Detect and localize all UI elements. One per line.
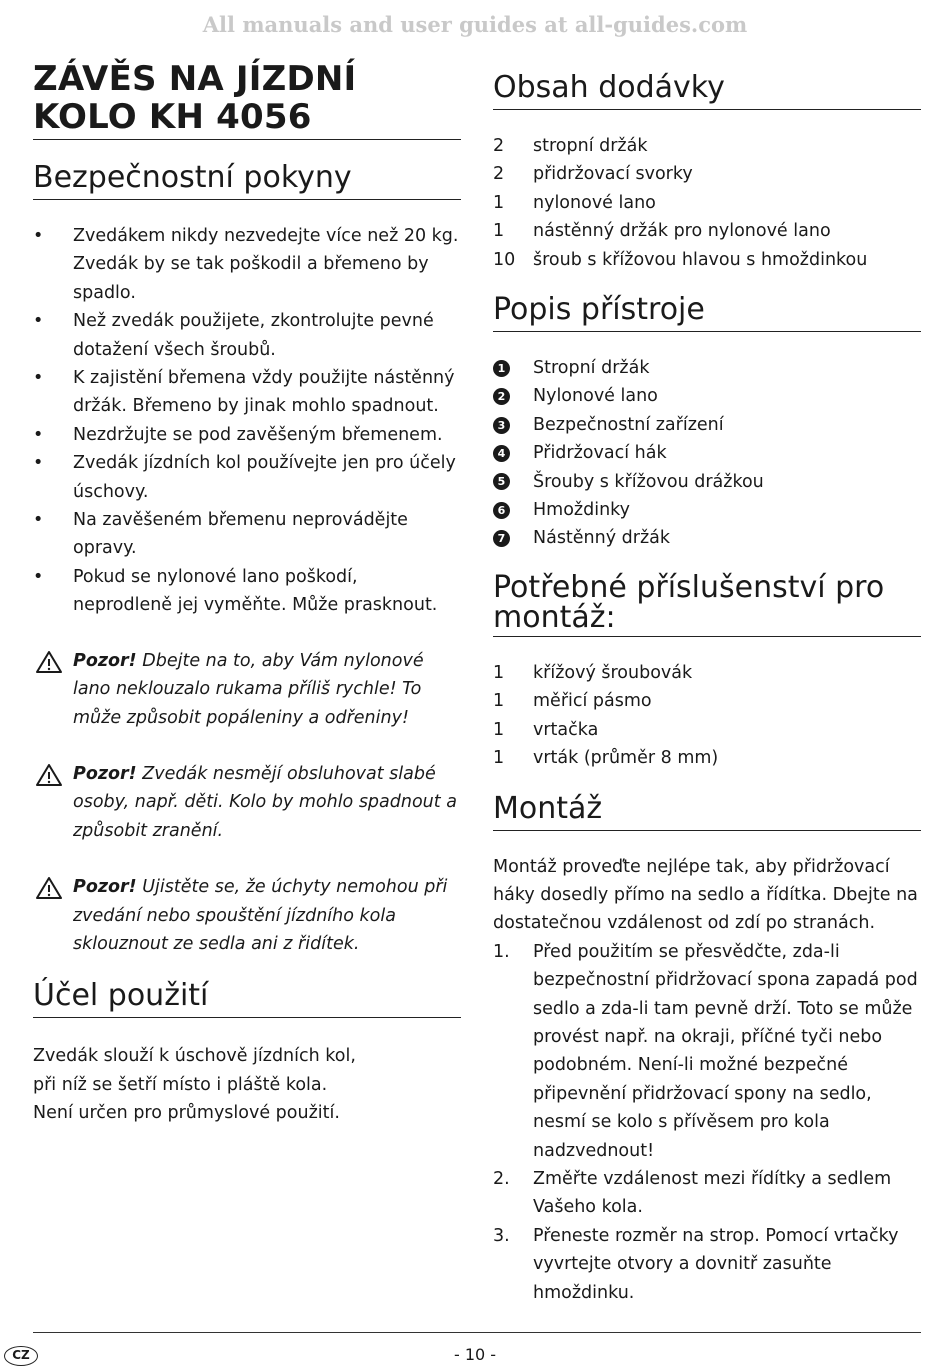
list-item bbox=[33, 307, 461, 364]
quantity: 2 bbox=[493, 136, 505, 156]
language-badge: CZ bbox=[4, 1346, 38, 1366]
warning-note bbox=[33, 760, 461, 845]
number-badge-icon: 3 bbox=[493, 411, 533, 439]
warning-label: Pozor! bbox=[73, 763, 137, 784]
item-name: stropní držák bbox=[533, 136, 648, 156]
accessories-list bbox=[493, 659, 921, 773]
list-item bbox=[493, 687, 921, 715]
list-item bbox=[493, 1222, 921, 1307]
item-name: přidržovací svorky bbox=[533, 164, 693, 185]
list-item bbox=[33, 222, 461, 307]
quantity: 10 bbox=[493, 249, 516, 270]
step-text: Před použitím se přesvědčte, zda-li bezpečnostní přidržovací spona zapadá pod sedlo a zda-li tam pevně drží. Toto se může provést např. na okraji, příčné tyči nebo podobném. Není-li možné bezpečné připevnění přidržovací spony na sedlo, nesmí se kolo s přívěsem pro kola nadzvednout! bbox=[533, 941, 918, 1161]
item-name: křížový šroubovák bbox=[533, 662, 693, 683]
safety-heading: Bezpečnostní pokyny bbox=[33, 160, 461, 200]
purpose-text bbox=[33, 1042, 461, 1127]
footer-divider bbox=[33, 1332, 921, 1333]
step-text: Změřte vzdálenost mezi řídítky a sedlem Vašeho kola. bbox=[533, 1168, 892, 1218]
purpose-heading: Účel použití bbox=[33, 978, 461, 1018]
warning-triangle-icon bbox=[35, 650, 63, 674]
quantity: 1 bbox=[493, 691, 505, 712]
quantity: 1 bbox=[493, 719, 505, 740]
list-item bbox=[33, 364, 461, 421]
list-item bbox=[493, 160, 921, 188]
item-name: Šrouby s křížovou drážkou bbox=[533, 471, 764, 492]
warning-note bbox=[33, 873, 461, 958]
item-name: měřicí pásmo bbox=[533, 691, 652, 712]
list-item bbox=[33, 563, 461, 620]
description-heading: Popis přístroje bbox=[493, 292, 921, 332]
warning-label: Pozor! bbox=[73, 877, 137, 898]
list-item bbox=[33, 506, 461, 563]
quantity: 1 bbox=[493, 221, 505, 242]
item-name: nástěnný držák pro nylonové lano bbox=[533, 221, 831, 242]
contents-list bbox=[493, 132, 921, 274]
bullet-icon: • bbox=[33, 226, 44, 246]
list-item-text: Zvedákem nikdy nezvedejte více než 20 kg. Zvedák by se tak poškodil a břemeno by spadlo. bbox=[73, 226, 459, 303]
item-name: vrták (průměr 8 mm) bbox=[533, 748, 719, 769]
assembly-intro: Montáž proveďte nejlépe tak, aby přidržovací háky dosedly přímo na sedlo a řídítka. Dbejte na dostatečnou vzdálenost od zdí po stranách. bbox=[493, 856, 918, 934]
left-column bbox=[33, 60, 461, 1128]
quantity: 2 bbox=[493, 164, 505, 185]
item-name: Stropní držák bbox=[533, 358, 650, 379]
number-badge-icon: 4 bbox=[493, 439, 533, 467]
item-name: šroub s křížovou hlavou s hmoždinkou bbox=[533, 249, 868, 270]
item-name: Přidržovací hák bbox=[533, 443, 667, 464]
step-text: Přeneste rozměr na strop. Pomocí vrtačky vyvrtejte otvory a dovnitř zasuňte hmoždinku. bbox=[533, 1225, 899, 1303]
warning-note bbox=[33, 647, 461, 732]
title-line-2: KOLO KH 4056 bbox=[33, 97, 312, 137]
list-item bbox=[493, 716, 921, 744]
list-item bbox=[493, 659, 921, 687]
bullet-icon: • bbox=[33, 566, 44, 587]
number-badge-icon: 2 bbox=[493, 382, 533, 410]
assembly-steps bbox=[493, 938, 921, 1307]
number-badge-icon: 5 bbox=[493, 468, 533, 496]
quantity: 1 bbox=[493, 748, 505, 769]
warning-triangle-icon bbox=[35, 763, 63, 787]
purpose-line: Zvedák slouží k úschově jízdních kol, bbox=[33, 1046, 356, 1067]
number-badge-icon: 7 bbox=[493, 524, 533, 552]
assembly-heading: Montáž bbox=[493, 791, 921, 831]
number-badge-icon: 6 bbox=[493, 496, 533, 524]
list-item bbox=[493, 382, 921, 410]
safety-list bbox=[33, 222, 461, 620]
bullet-icon: • bbox=[33, 311, 44, 332]
list-item bbox=[493, 189, 921, 217]
bullet-icon: • bbox=[33, 424, 44, 445]
purpose-line: při níž se šetří místo i pláště kola. bbox=[33, 1074, 328, 1095]
bullet-icon: • bbox=[33, 510, 44, 531]
item-name: Hmoždinky bbox=[533, 500, 631, 521]
number-badge-icon: 1 bbox=[493, 354, 533, 382]
list-item bbox=[493, 439, 921, 467]
list-item bbox=[493, 496, 921, 524]
description-list bbox=[493, 354, 921, 553]
list-item bbox=[493, 411, 921, 439]
item-name: Bezpečnostní zařízení bbox=[533, 414, 724, 435]
warning-label: Pozor! bbox=[73, 650, 137, 671]
list-item bbox=[493, 468, 921, 496]
item-name: Nástěnný držák bbox=[533, 528, 671, 549]
document-title bbox=[33, 60, 461, 140]
list-item bbox=[493, 938, 921, 1165]
list-item-text: Než zvedák použijete, zkontrolujte pevné dotažení všech šroubů. bbox=[73, 311, 434, 360]
list-item bbox=[493, 744, 921, 772]
step-number: 2. bbox=[493, 1168, 510, 1189]
warning-triangle-icon bbox=[35, 876, 63, 900]
list-item-text: K zajistění břemena vždy použijte nástěnný držák. Břemeno by jinak mohlo spadnout. bbox=[73, 368, 455, 417]
list-item-text: Pokud se nylonové lano poškodí, neprodleně jej vyměňte. Může prasknout. bbox=[73, 566, 438, 616]
step-number: 1. bbox=[493, 941, 510, 962]
list-item bbox=[493, 246, 921, 274]
item-name: nylonové lano bbox=[533, 192, 656, 213]
list-item bbox=[493, 524, 921, 552]
item-name: vrtačka bbox=[533, 719, 599, 740]
heading-line: Potřebné příslušenství pro bbox=[493, 569, 885, 605]
list-item bbox=[493, 132, 921, 160]
item-name: Nylonové lano bbox=[533, 386, 658, 407]
page-number: - 10 - bbox=[453, 1345, 497, 1364]
list-item bbox=[493, 217, 921, 245]
warning-text: Ujistěte se, že úchyty nemohou při zvedání nebo spouštění jízdního kola sklouznout ze sedla ani z řidítek. bbox=[73, 877, 448, 954]
list-item-text: Nezdržujte se pod zavěšeným břemenem. bbox=[73, 424, 443, 445]
warning-text: Zvedák nesmějí obsluhovat slabé osoby, např. děti. Kolo by mohlo spadnout a způsobit zranění. bbox=[73, 763, 457, 841]
bullet-icon: • bbox=[33, 368, 44, 389]
contents-heading: Obsah dodávky bbox=[493, 70, 921, 110]
list-item-text: Na zavěšeném břemenu neprovádějte opravy. bbox=[73, 510, 408, 559]
list-item bbox=[493, 354, 921, 382]
accessories-heading bbox=[493, 569, 921, 637]
list-item bbox=[33, 421, 461, 449]
watermark: All manuals and user guides at all-guides.com bbox=[202, 12, 748, 37]
list-item bbox=[33, 449, 461, 506]
quantity: 1 bbox=[493, 192, 505, 213]
list-item bbox=[493, 1165, 921, 1222]
quantity: 1 bbox=[493, 662, 505, 683]
bullet-icon: • bbox=[33, 453, 44, 474]
heading-line: montáž: bbox=[493, 599, 616, 635]
right-column bbox=[493, 60, 921, 1307]
warning-text: Dbejte na to, aby Vám nylonové lano neklouzalo rukama příliš rychle! To může způsobit popáleniny a odřeniny! bbox=[73, 650, 424, 728]
purpose-line: Není určen pro průmyslové použití. bbox=[33, 1103, 340, 1124]
title-line-1: ZÁVĚS NA JÍZDNÍ bbox=[33, 59, 357, 99]
step-number: 3. bbox=[493, 1225, 510, 1246]
list-item-text: Zvedák jízdních kol používejte jen pro účely úschovy. bbox=[73, 453, 456, 502]
